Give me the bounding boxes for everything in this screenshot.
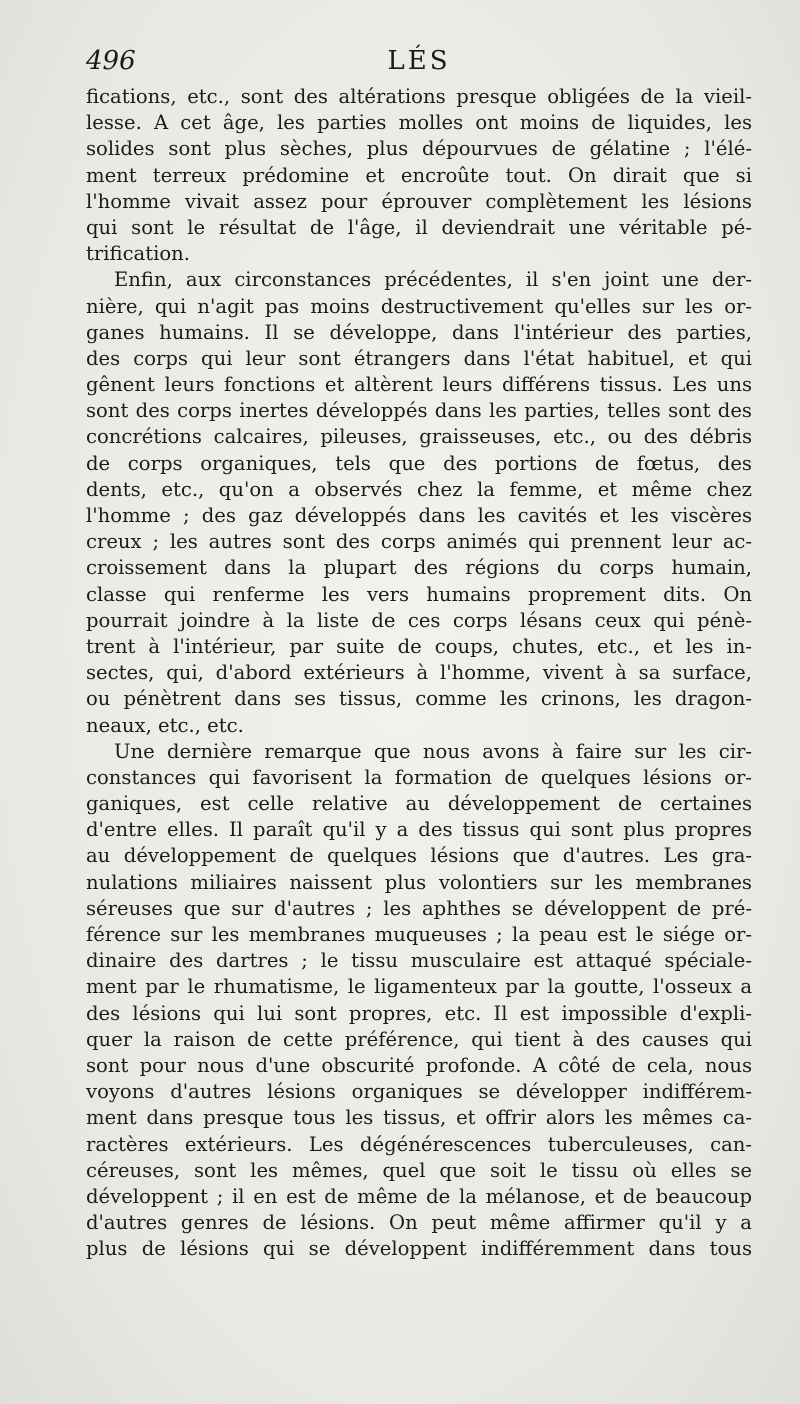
text-line: trent à l'intérieur, par suite de coups, chutes, etc., et les in- (86, 634, 752, 658)
text-line: séreuses que sur d'autres ; les aphthes se développent de pré- (86, 896, 752, 920)
text-line: sont pour nous d'une obscurité profonde. A côté de cela, nous (86, 1053, 752, 1077)
text-line: concrétions calcaires, pileuses, graisseuses, etc., ou des débris (86, 425, 752, 449)
text-line: lesse. A cet âge, les parties molles ont moins de liquides, les (86, 111, 752, 135)
text-line: nulations miliaires naissent plus volontiers sur les membranes (86, 870, 752, 894)
text-line: l'homme ; des gaz développés dans les cavités et les viscères (86, 504, 752, 527)
text-line: au développement de quelques lésions que d'autres. Les gra- (86, 844, 752, 868)
text-line: de corps organiques, tels que des portions de fœtus, des (86, 451, 752, 475)
text-line: ractères extérieurs. Les dégénérescences tuberculeuses, can- (86, 1132, 752, 1156)
text-line: dinaire des dartres ; le tissu musculaire est attaqué spéciale- (86, 949, 752, 973)
text-line: classe qui renferme les vers humains proprement dits. On (86, 582, 752, 606)
running-head: LÉS (387, 46, 451, 76)
text-line: qui sont le résultat de l'âge, il deviendrait une véritable pé- (86, 215, 752, 239)
text-line: quer la raison de cette préférence, qui tient à des causes qui (86, 1027, 752, 1051)
text-line: d'entre elles. Il paraît qu'il y a des tissus qui sont plus propres (86, 818, 752, 842)
text-line: ganiques, est celle relative au développement de certaines (86, 792, 752, 816)
text-line: pourrait joindre à la liste de ces corps lésans ceux qui pénè- (86, 608, 752, 632)
text-line: ment terreux prédomine et encroûte tout. On dirait que si (86, 163, 752, 187)
text-line: férence sur les membranes muqueuses ; la peau est le siége or- (86, 923, 752, 946)
page-header (86, 46, 752, 78)
text-line: des corps qui leur sont étrangers dans l'état habituel, et qui (86, 346, 752, 370)
text-line: Une dernière remarque que nous avons à faire sur les cir- (114, 739, 752, 763)
text-line: céreuses, sont les mêmes, quel que soit le tissu où elles se (86, 1158, 752, 1182)
text-line: ment dans presque tous les tissus, et offrir alors les mêmes ca- (86, 1106, 752, 1130)
text-line: l'homme vivait assez pour éprouver complètement les lésions (86, 189, 752, 213)
text-line: croissement dans la plupart des régions du corps humain, (86, 556, 752, 580)
text-line: constances qui favorisent la formation de quelques lésions or- (86, 765, 752, 789)
text-line: trification. (86, 242, 191, 266)
text-line: d'autres genres de lésions. On peut même affirmer qu'il y a (86, 1211, 752, 1235)
text-line: creux ; les autres sont des corps animés qui prennent leur ac- (86, 530, 752, 554)
text-line: fications, etc., sont des altérations presque obligées de la vieil- (86, 85, 752, 108)
text-line: ment par le rhumatisme, le ligamenteux par la goutte, l'osseux a (86, 975, 752, 999)
text-line: plus de lésions qui se développent indifféremment dans tous (86, 1237, 752, 1261)
text-line: sectes, qui, d'abord extérieurs à l'homme, vivent à sa surface, (86, 661, 752, 685)
text-line: ganes humains. Il se développe, dans l'intérieur des parties, (86, 320, 752, 344)
text-line: neaux, etc., etc. (86, 713, 244, 737)
text-line: ou pénètrent dans ses tissus, comme les crinons, les dragon- (86, 687, 752, 711)
text-line: développent ; il en est de même de la mélanose, et de beaucoup (86, 1184, 752, 1208)
text-line: sont des corps inertes développés dans les parties, telles sont des (86, 399, 752, 423)
text-line: dents, etc., qu'on a observés chez la femme, et même chez (86, 477, 752, 501)
text-line: des lésions qui lui sont propres, etc. Il est impossible d'expli- (86, 1001, 752, 1025)
text-line: gênent leurs fonctions et altèrent leurs différens tissus. Les uns (86, 373, 752, 397)
text-line: solides sont plus sèches, plus dépourvues de gélatine ; l'élé- (86, 137, 752, 161)
page-number: 496 (86, 46, 136, 76)
text-line: Enfin, aux circonstances précédentes, il s'en joint une der- (114, 268, 752, 292)
text-line: voyons d'autres lésions organiques se développer indifférem- (86, 1080, 752, 1104)
text-line: nière, qui n'agit pas moins destructivement qu'elles sur les or- (86, 294, 752, 318)
body-text (86, 84, 752, 1262)
